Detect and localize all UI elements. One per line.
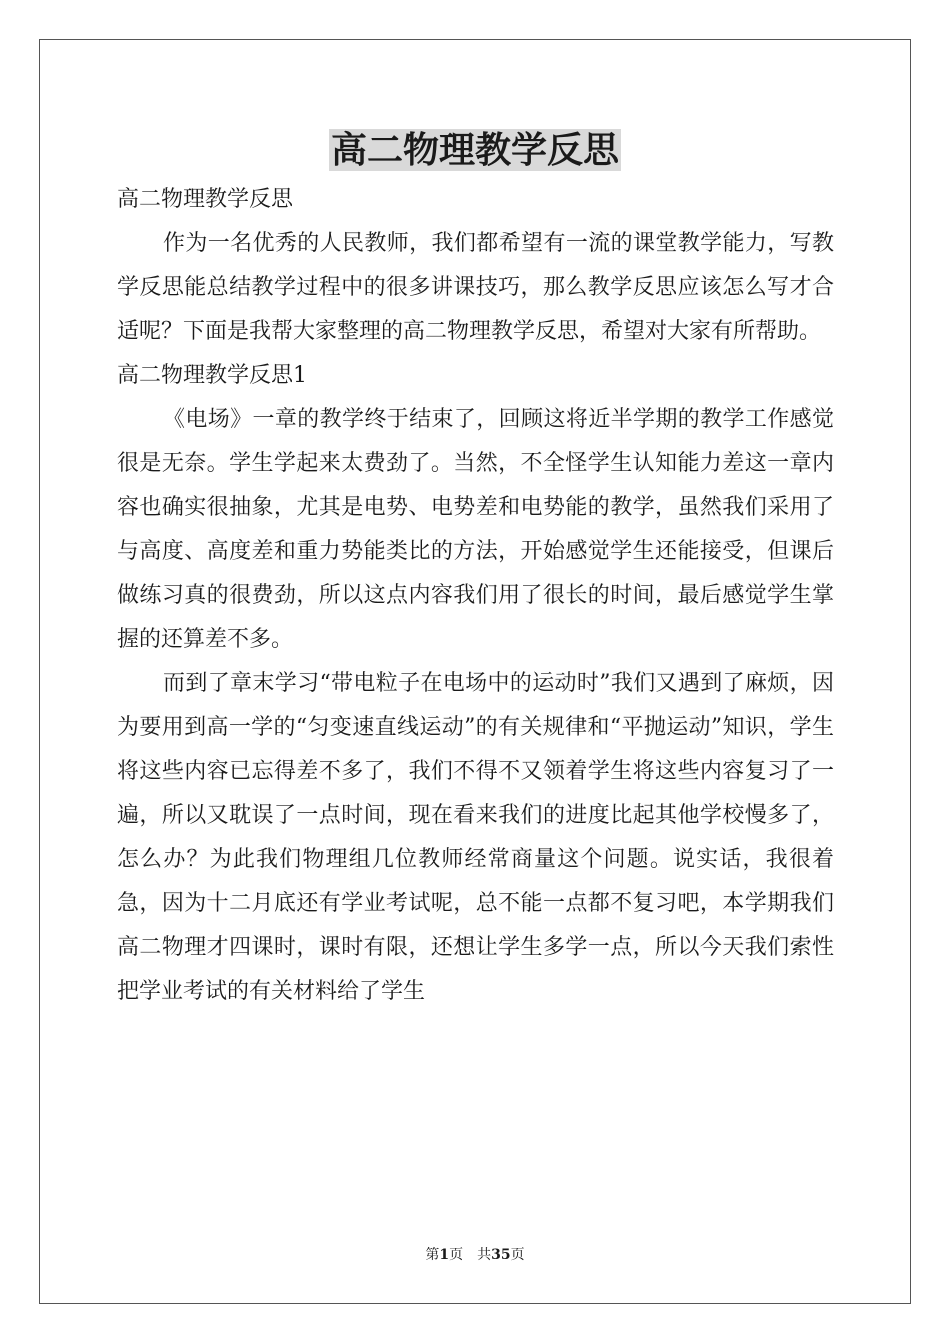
footer-total-pages: 35 (491, 1247, 511, 1263)
footer-prefix: 第 (425, 1247, 440, 1263)
intro-paragraph: 作为一名优秀的人民教师，我们都希望有一流的课堂教学能力，写教学反思能总结教学过程中的很多讲课技巧，那么教学反思应该怎么写才合适呢？下面是我帮大家整理的高二物理教学反思，希望对大家有所帮助。 (117, 231, 834, 344)
footer-total-prefix: 共 (477, 1247, 492, 1263)
document-title (0, 128, 950, 172)
footer-page-number: 1 (439, 1247, 450, 1263)
document-title-text: 高二物理教学反思 (330, 129, 619, 171)
body-paragraph-2: 而到了章末学习“带电粒子在电场中的运动时”我们又遇到了麻烦，因为要用到高一学的“匀变速直线运动”的有关规律和“平抛运动”知识，学生将这些内容已忘得差不多了，我们不得不又领着学生将这些内容复习了一遍，所以又耽误了一点时间，现在看来我们的进度比起其他学校慢多了，怎么办？为此我们物理组几位教师经常商量这个问题。说实话，我很着急，因为十二月底还有学业考试呢，总不能一点都不复习吧，本学期我们高二物理才四课时，课时有限，还想让学生多学一点，所以今天我们索性把学业考试的有关材料给了学生 (117, 671, 834, 1004)
section-heading-1: 高二物理教学反思1 (117, 363, 307, 388)
page-footer (0, 1246, 950, 1264)
footer-page-suffix: 页 (449, 1247, 464, 1263)
document-body (117, 178, 834, 1014)
section-heading-intro: 高二物理教学反思 (117, 187, 294, 212)
footer-total-suffix: 页 (510, 1247, 525, 1263)
body-paragraph-1: 《电场》一章的教学终于结束了，回顾这将近半学期的教学工作感觉很是无奈。学生学起来太费劲了。当然，不全怪学生认知能力差这一章内容也确实很抽象，尤其是电势、电势差和电势能的教学，虽然我们采用了与高度、高度差和重力势能类比的方法，开始感觉学生还能接受，但课后做练习真的很费劲，所以这点内容我们用了很长的时间，最后感觉学生掌握的还算差不多。 (117, 407, 834, 652)
